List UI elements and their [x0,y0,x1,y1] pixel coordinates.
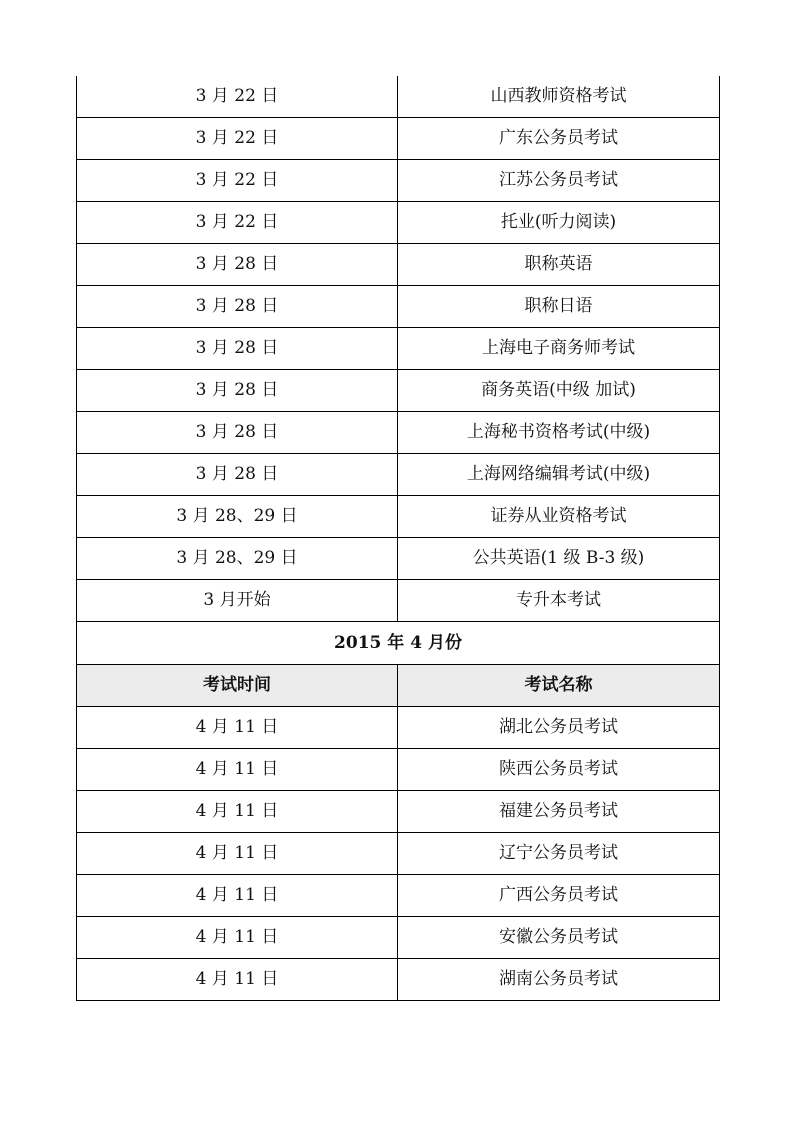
exam-date-cell: 3 月 22 日 [77,202,398,244]
table-row [77,749,720,791]
table-row [77,538,720,580]
exam-schedule-page [76,76,719,1001]
exam-date-cell: 4 月 11 日 [77,749,398,791]
month-title: 2015 年 4 月份 [77,622,720,665]
exam-date-cell: 3 月 28 日 [77,412,398,454]
exam-date-cell: 4 月 11 日 [77,791,398,833]
exam-schedule-table [76,76,720,1001]
exam-date-cell: 3 月 22 日 [77,118,398,160]
exam-date-cell: 4 月 11 日 [77,917,398,959]
table-row [77,76,720,118]
exam-date-cell: 3 月 22 日 [77,76,398,118]
exam-name-cell: 江苏公务员考试 [398,160,720,202]
april-section [77,622,720,707]
table-row [77,917,720,959]
exam-date-cell: 4 月 11 日 [77,833,398,875]
exam-name-cell: 广西公务员考试 [398,875,720,917]
table-row [77,959,720,1001]
exam-date-cell: 3 月开始 [77,580,398,622]
table-row [77,160,720,202]
exam-date-cell: 3 月 28、29 日 [77,496,398,538]
exam-date-cell: 3 月 28、29 日 [77,538,398,580]
exam-name-cell: 专升本考试 [398,580,720,622]
exam-name-cell: 广东公务员考试 [398,118,720,160]
exam-date-cell: 3 月 28 日 [77,244,398,286]
april-rows [77,707,720,1001]
exam-date-cell: 3 月 22 日 [77,160,398,202]
exam-name-cell: 陕西公务员考试 [398,749,720,791]
table-header-row [77,665,720,707]
exam-name-cell: 福建公务员考试 [398,791,720,833]
table-row [77,875,720,917]
table-row [77,328,720,370]
table-row [77,244,720,286]
table-row [77,496,720,538]
exam-name-cell: 湖北公务员考试 [398,707,720,749]
table-row [77,286,720,328]
march-rows [77,76,720,622]
exam-name-cell: 上海电子商务师考试 [398,328,720,370]
exam-name-cell: 山西教师资格考试 [398,76,720,118]
exam-name-cell: 湖南公务员考试 [398,959,720,1001]
table-row [77,833,720,875]
column-header-time: 考试时间 [77,665,398,707]
exam-date-cell: 4 月 11 日 [77,959,398,1001]
table-row [77,580,720,622]
table-row [77,202,720,244]
exam-name-cell: 上海网络编辑考试(中级) [398,454,720,496]
exam-name-cell: 公共英语(1 级 B-3 级) [398,538,720,580]
table-row [77,707,720,749]
exam-name-cell: 上海秘书资格考试(中级) [398,412,720,454]
column-header-name: 考试名称 [398,665,720,707]
exam-date-cell: 3 月 28 日 [77,370,398,412]
exam-name-cell: 托业(听力阅读) [398,202,720,244]
table-row [77,370,720,412]
exam-name-cell: 职称英语 [398,244,720,286]
table-row [77,412,720,454]
exam-name-cell: 安徽公务员考试 [398,917,720,959]
exam-date-cell: 3 月 28 日 [77,454,398,496]
exam-date-cell: 4 月 11 日 [77,875,398,917]
exam-date-cell: 3 月 28 日 [77,286,398,328]
exam-name-cell: 职称日语 [398,286,720,328]
table-row [77,454,720,496]
exam-date-cell: 4 月 11 日 [77,707,398,749]
table-row [77,791,720,833]
month-title-row [77,622,720,665]
exam-date-cell: 3 月 28 日 [77,328,398,370]
exam-name-cell: 商务英语(中级 加试) [398,370,720,412]
exam-name-cell: 辽宁公务员考试 [398,833,720,875]
table-row [77,118,720,160]
exam-name-cell: 证券从业资格考试 [398,496,720,538]
